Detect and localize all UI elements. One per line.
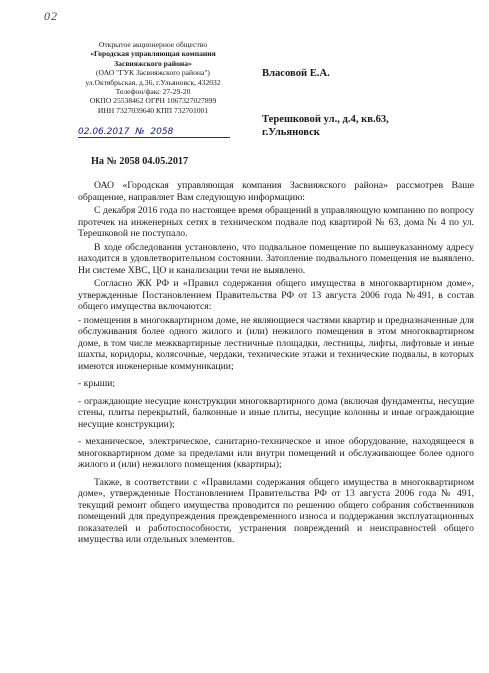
body-paragraph-4: Согласно ЖК РФ и «Правил содержания общего имущества в многоквартирном доме», утвержденные Постановлением Правительства РФ от 13 августа 2006 года №491, в состав общего имущества включаются: (78, 278, 474, 312)
registration-date: 02.06.2017 (78, 127, 130, 137)
body-list-item-3: - ограждающие несущие конструкции многоквартирного дома (включая фундаменты, несущие стены, плиты перекрытий, балконные и иные плиты, несущие колонны и иные ограждающие несущие конструкции); (78, 395, 474, 430)
sender-line: Открытое акционерное общество (98, 40, 208, 49)
registration-line (78, 127, 230, 138)
letter-body (78, 180, 474, 548)
sender-company-name-cont: Засвияжского района» (114, 58, 192, 68)
body-paragraph-3: В ходе обследования установлено, что подвальное помещение по вышеуказанному адресу находится в удовлетворительном состоянии. Затопление подвального помещения не выявлено. Ни системе ХВС, ЦО и канализации течи не выявлено. (78, 241, 474, 276)
sender-short-name: (ОАО "ГУК Засвияжского района") (96, 68, 210, 78)
corner-handwritten-mark: 02 (44, 9, 58, 23)
body-list-item-2: - крыши; (78, 378, 116, 389)
sender-address: ул.Октябрьская, д.36, г.Ульяновск, 432032 (85, 77, 221, 87)
sender-phone: Телефон/факс 27-29-20 (115, 87, 191, 97)
body-paragraph-1: ОАО «Городская управляющая компания Засвияжского района» рассмотрев Ваше обращение, направляет Вам следующую информацию: (78, 180, 474, 203)
body-list-item-4: - механическое, электрическое, санитарно-техническое и иное оборудование, находящееся в многоквартирном доме за пределами или внутри помещений и обслуживающее более одного жилого и (или) нежилого помещения (квартиры); (78, 436, 474, 470)
reference-line: На № 2058 04.05.2017 (91, 156, 189, 167)
recipient-name: Власовой Е.А. (262, 68, 330, 79)
sender-inn: ИНН 7327039640 КПП 732701001 (97, 105, 209, 115)
body-paragraph-2: С декабря 2016 года по настоящее время обращений в управляющую компанию по вопросу протечек на инженерных сетях в техническом подвале под квартирой № 63, дома № 4 по ул. Терешковой не поступало. (78, 205, 474, 239)
recipient-address-line2: г.Ульяновск (262, 127, 320, 138)
registration-number-prefix: № (135, 127, 145, 137)
body-paragraph-5: Также, в соответствии с «Правилами содержания общего имущества в многоквартирном доме», утвержденные Постановлением Правительства РФ от 13 августа 2006 года № 491, текущий ремонт общего имущества проводится по решению общего собрания собственников помещений для предупреждения преждевременного износа и поддержания эксплуатационных показателей и работоспособности, устранения повреждений и неисправностей общего имущества или отдельных элементов. (78, 476, 474, 545)
sender-company-name: «Городская управляющая компания (90, 49, 216, 59)
registration-number: 2058 (150, 127, 174, 137)
recipient-address (262, 113, 472, 139)
recipient-address-line1: Терешковой ул., д.4, кв.63, (262, 114, 389, 125)
sender-okpo: ОКПО 25538462 ОГРН 1067327027899 (89, 96, 217, 106)
sender-block (58, 40, 248, 115)
body-list-item-1: - помещения в многоквартирном доме, не являющиеся частями квартир и предназначенные для обслуживания более одного жилого и (или) нежилого помещения в этом многоквартирном доме, в том числе межквартирные лестничные площадки, лестницы, лифты, лифтовые и иные шахты, коридоры, колясочные, чердаки, технические этажи и технические подвалы, в которых имеются инженерные коммуникации; (78, 314, 474, 372)
